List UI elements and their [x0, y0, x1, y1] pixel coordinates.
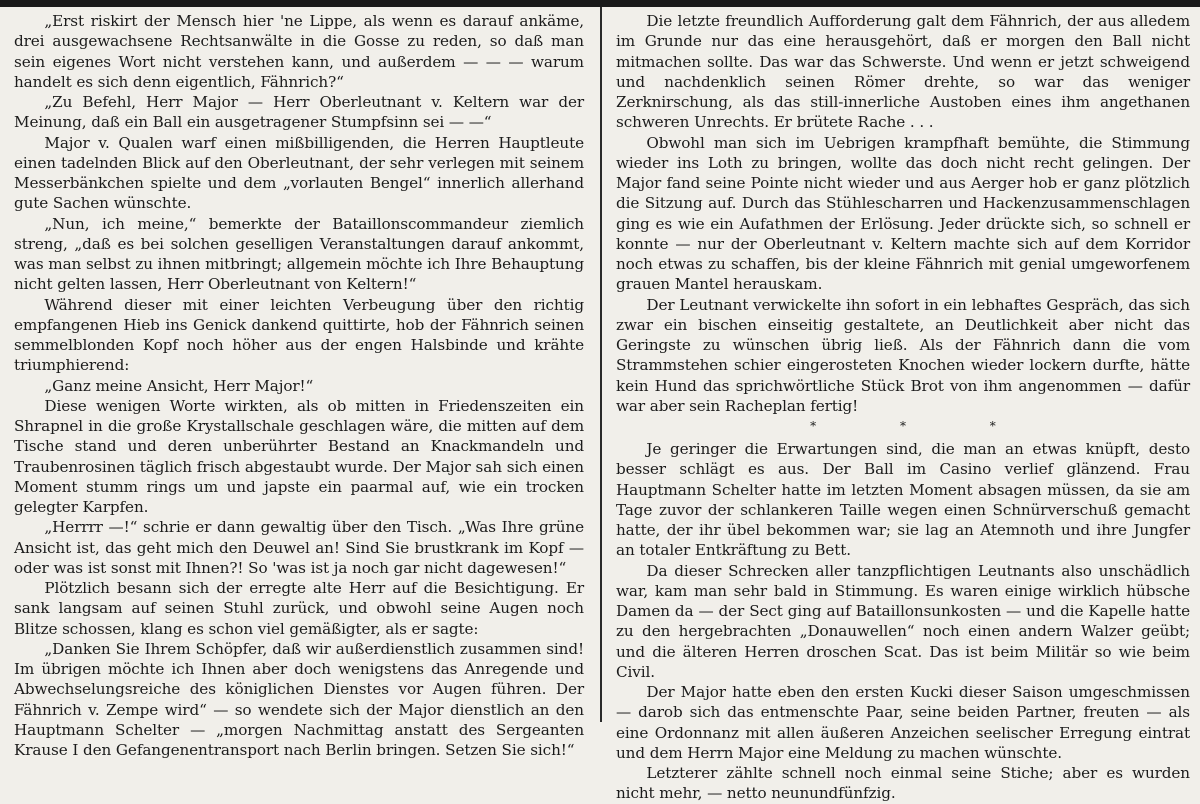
- section-separator: * * *: [810, 419, 1036, 433]
- paragraph: Letzterer zählte schnell noch einmal seine Stiche; aber es wurden nicht mehr, — netto neunundfünfzig.: [616, 764, 1190, 803]
- right-column: [616, 11, 1190, 803]
- paragraph: Während dieser mit einer leichten Verbeugung über den richtig empfangenen Hieb ins Genick dankend quittirte, hob der Fähnrich seinen semmelblonden Kopf noch höher aus der engen Halsbinde und krähte triumphierend:: [14, 295, 584, 375]
- column-divider: [600, 7, 602, 722]
- paragraph: „Ganz meine Ansicht, Herr Major!“: [44, 376, 314, 395]
- left-column: [14, 11, 584, 759]
- paragraph: Der Major hatte eben den ersten Kucki dieser Saison umgeschmissen — darob sich das entmenschte Paar, seine beiden Partner, freuten — als eine Ordonnanz mit allen äußeren Anzeichen seelischer Erregung eintrat und dem Herrn Major eine Meldung zu machen wünschte.: [616, 683, 1190, 762]
- paragraph: Die letzte freundlich Aufforderung galt dem Fähnrich, der aus alledem im Grunde nur das eine herausgehört, daß er morgen den Ball nicht mitmachen sollte. Das war das Schwerste. Und wenn er jetzt schweigend und nachdenklich seinen Römer drehte, so war das weniger Zerknirschung, als das still-innerliche Austoben eines ihm angethanen schweren Unrechts. Er brütete Rache . . .: [616, 12, 1190, 132]
- top-rule: [0, 0, 1200, 7]
- paragraph: Major v. Qualen warf einen mißbilligenden, die Herren Hauptleute einen tadelnden Blick auf den Oberleutnant, der sehr verlegen mit seinem Messerbänkchen spielte und dem „vorlauten Bengel“ innerlich allerhand gute Sachen wünschte.: [14, 133, 584, 213]
- paragraph: „Danken Sie Ihrem Schöpfer, daß wir außerdienstlich zusammen sind! Im übrigen möchte ich Ihnen aber doch wenigstens das Anregende und Abwechselungsreiche des königlichen Dienstes vor Augen führen. Der Fähnrich v. Zempe wird“ — so wendete sich der Major dienstlich an den Hauptmann Schelter — „morgen Nachmittag anstatt des Sergeanten Krause I den Gefangenentransport nach Berlin bringen. Setzen Sie sich!“: [14, 639, 584, 759]
- paragraph: Da dieser Schrecken aller tanzpflichtigen Leutnants also unschädlich war, kam man sehr bald in Stimmung. Es waren einige wirklich hübsche Damen da — der Sect ging auf Bataillonsunkosten — und die Kapelle hatte zu den hergebrachten „Donauwellen“ noch einen andern Walzer geübt; und die älteren Herren droschen Scat. Das ist beim Militär so wie beim Civil.: [616, 561, 1190, 681]
- paragraph: „Zu Befehl, Herr Major — Herr Oberleutnant v. Keltern war der Meinung, daß ein Ball ein ausgetragener Stumpfsinn sei — —“: [14, 93, 584, 132]
- paragraph: Plötzlich besann sich der erregte alte Herr auf die Besichtigung. Er sank langsam auf seinen Stuhl zurück, und obwohl seine Augen noch Blitze schossen, klang es schon viel gemäßigter, als er sagte:: [14, 579, 584, 638]
- paragraph: Je geringer die Erwartungen sind, die man an etwas knüpft, desto besser schlägt es aus. Der Ball im Casino verlief glänzend. Frau Hauptmann Schelter hatte im letzten Moment absagen müssen, da sie am Tage zuvor der schlankeren Taille wegen einen Schnürverschuß gemacht hatte, der ihr übel bekommen war; sie lag an Atemnoth und ihre Jungfer an totaler Entkräftung zu Bett.: [616, 440, 1190, 560]
- paragraph: Diese wenigen Worte wirkten, als ob mitten in Friedenszeiten ein Shrapnel in die große Krystallschale geschlagen wäre, die mitten auf dem Tische stand und deren unberührter Bestand an Knackmandeln und Traubenrosinen täglich frisch abgestaubt wurde. Der Major sah sich einen Moment stumm rings um und japste ein paarmal auf, wie ein trocken gelegter Karpfen.: [14, 396, 584, 516]
- paragraph: Der Leutnant verwickelte ihn sofort in ein lebhaftes Gespräch, das sich zwar ein bischen einseitig gestaltete, an Deutlichkeit aber nicht das Geringste zu wünschen übrig ließ. Als der Fähnrich dann die vom Strammstehen schier eingerosteten Knochen wieder lockern durfte, hätte kein Hund das sprichwörtliche Stück Brot von ihm angenommen — dafür war aber sein Racheplan fertig!: [616, 295, 1190, 415]
- paragraph: Obwohl man sich im Uebrigen krampfhaft bemühte, die Stimmung wieder ins Loth zu bringen, wollte das doch nicht recht gelingen. Der Major fand seine Pointe nicht wieder und aus Aerger hob er ganz plötzlich die Sitzung auf. Durch das Stühlescharren und Hackenzusammenschlagen ging es wie ein Aufathmen der Erlösung. Jeder drückte sich, so schnell er konnte — nur der Oberleutnant v. Keltern machte sich auf dem Korridor noch etwas zu schaffen, bis der kleine Fähnrich mit genial umgeworfenem grauen Mantel herauskam.: [616, 133, 1190, 294]
- paragraph: „Erst riskirt der Mensch hier 'ne Lippe, als wenn es darauf ankäme, drei ausgewachsene Rechtsanwälte in die Gosse zu reden, so daß man sein eigenes Wort nicht verstehen kann, und außerdem — — — warum handelt es sich denn eigentlich, Fähnrich?“: [14, 12, 584, 91]
- paragraph: „Nun, ich meine,“ bemerkte der Bataillonscommandeur ziemlich streng, „daß es bei solchen geselligen Veranstaltungen darauf ankommt, was man selbst zu ihnen mitbringt; allgemein möchte ich Ihre Behauptung nicht gelten lassen, Herr Oberleutnant von Keltern!“: [14, 214, 584, 294]
- paragraph: „Herrrr —!“ schrie er dann gewaltig über den Tisch. „Was Ihre grüne Ansicht ist, das geht mich den Deuwel an! Sind Sie brustkrank im Kopf — oder was ist sonst mit Ihnen?! So 'was ist ja noch gar nicht dagewesen!“: [14, 518, 584, 577]
